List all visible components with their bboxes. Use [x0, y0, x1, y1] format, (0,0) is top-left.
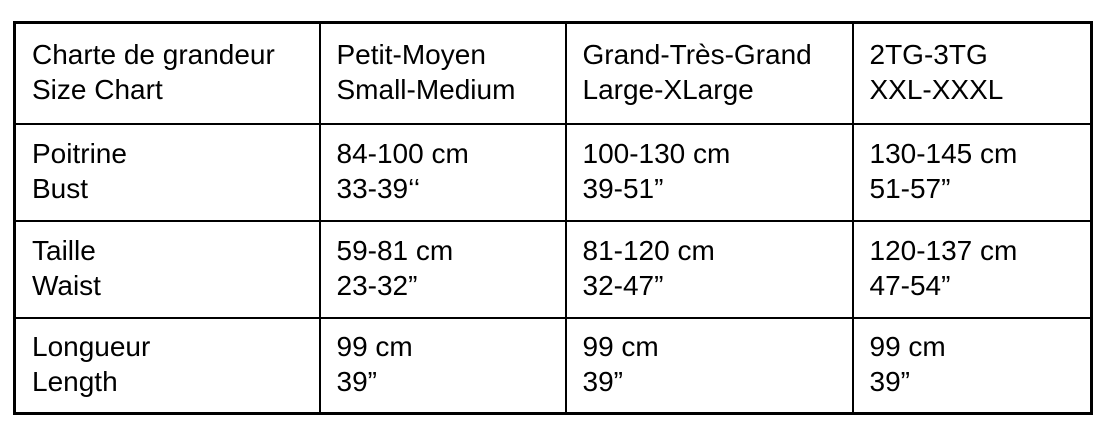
value-cell [566, 221, 853, 318]
imperial-value: 32-47” [582, 270, 664, 301]
value-cell [320, 221, 566, 318]
imperial-value: 39” [869, 366, 910, 398]
value-cell [320, 318, 566, 414]
value-cell [566, 124, 853, 221]
imperial-value: 51-57” [869, 173, 951, 204]
value-cell [566, 318, 853, 414]
header-size-fr: 2TG-3TG [869, 39, 988, 71]
header-size-fr: Grand-Très-Grand [582, 39, 812, 71]
imperial-value: 39” [336, 366, 377, 398]
metric-value: 59-81 cm [336, 235, 454, 266]
measure-label-fr: Taille [32, 235, 96, 266]
header-title-fr: Charte de grandeur [32, 39, 275, 71]
header-title-en: Size Chart [32, 74, 163, 106]
imperial-value: 33-39‘‘ [336, 173, 421, 204]
header-row [15, 23, 1092, 124]
imperial-value: 47-54” [869, 270, 951, 301]
metric-value: 99 cm [869, 331, 946, 363]
value-cell [853, 318, 1092, 414]
header-size-en: XXL-XXXL [869, 74, 1004, 106]
measure-label-en: Bust [32, 173, 89, 204]
header-size-fr: Petit-Moyen [336, 39, 486, 71]
value-cell [320, 124, 566, 221]
measure-label-cell [15, 221, 320, 318]
value-cell [853, 221, 1092, 318]
measure-label-en: Length [32, 366, 118, 398]
metric-value: 120-137 cm [869, 235, 1018, 266]
row-length [15, 318, 1092, 414]
metric-value: 130-145 cm [869, 138, 1018, 169]
measure-label-cell [15, 318, 320, 414]
metric-value: 99 cm [582, 331, 659, 363]
measure-label-fr: Poitrine [32, 138, 127, 169]
imperial-value: 39-51” [582, 173, 664, 204]
metric-value: 84-100 cm [336, 138, 469, 169]
header-size-en: Small-Medium [336, 74, 516, 106]
header-size-en: Large-XLarge [582, 74, 754, 106]
header-cell-size-chart [15, 23, 320, 124]
measure-label-en: Waist [32, 270, 101, 301]
size-chart-table [13, 21, 1093, 415]
row-bust [15, 124, 1092, 221]
header-cell-xxl-xxxl [853, 23, 1092, 124]
metric-value: 100-130 cm [582, 138, 731, 169]
measure-label-fr: Longueur [32, 331, 151, 363]
header-cell-small-medium [320, 23, 566, 124]
metric-value: 99 cm [336, 331, 413, 363]
header-cell-large-xlarge [566, 23, 853, 124]
measure-label-cell [15, 124, 320, 221]
value-cell [853, 124, 1092, 221]
imperial-value: 39” [582, 366, 623, 398]
metric-value: 81-120 cm [582, 235, 715, 266]
row-waist [15, 221, 1092, 318]
imperial-value: 23-32” [336, 270, 418, 301]
